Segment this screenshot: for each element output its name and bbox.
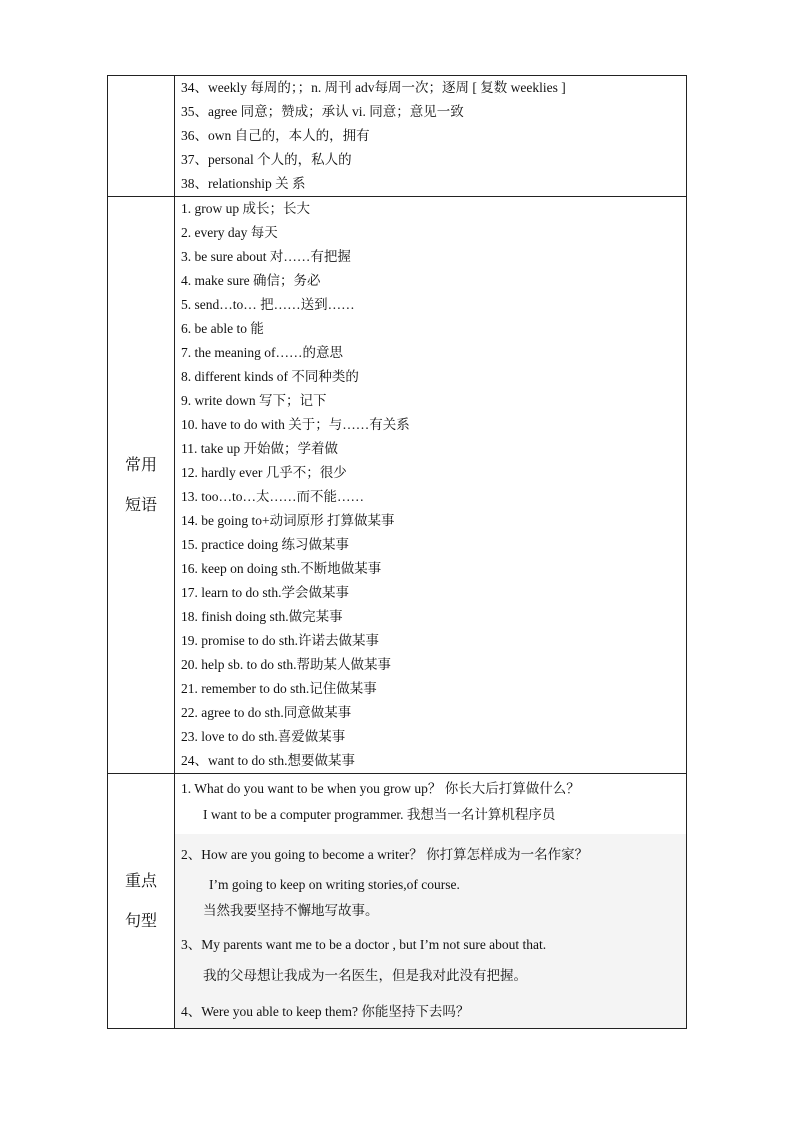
- vocab-line: 36、own 自己的，本人的，拥有: [181, 128, 370, 143]
- vocab-line: 37、personal 个人的，私人的: [181, 152, 352, 167]
- vocab-label-cell: [108, 76, 175, 197]
- phrase-item: 5. send…to… 把……送到……: [181, 297, 355, 312]
- phrase-item: 2. every day 每天: [181, 225, 278, 240]
- vocab-row: [108, 76, 687, 197]
- sentence-4-question: 4、Were you able to keep them? 你能坚持下去吗？: [181, 1004, 470, 1019]
- phrases-label-line1: 常用: [124, 455, 157, 474]
- vocab-line: 38、relationship 关 系: [181, 176, 306, 191]
- phrase-item: 11. take up 开始做；学着做: [181, 441, 338, 456]
- phrase-item: 4. make sure 确信；务必: [181, 273, 321, 288]
- vocab-line: 35、agree 同意；赞成；承认 vi. 同意；意见一致: [181, 104, 464, 119]
- phrase-item: 6. be able to 能: [181, 321, 264, 336]
- phrase-item: 7. the meaning of……的意思: [181, 345, 343, 360]
- phrase-item: 1. grow up 成长；长大: [181, 201, 310, 216]
- phrase-item: 12. hardly ever 几乎不；很少: [181, 465, 347, 480]
- sentences-label-line2: 句型: [124, 911, 157, 930]
- phrases-label-line2: 短语: [124, 495, 157, 514]
- vocab-line: 34、weekly 每周的；；n. 周刊 adv每周一次；逐周 [ 复数 weeklies ]: [181, 80, 566, 95]
- phrase-item: 19. promise to do sth.许诺去做某事: [181, 633, 379, 648]
- sentence-3-question: 3、My parents want me to be a doctor , but I’m not sure about that.: [181, 937, 547, 952]
- vocab-content-cell: [175, 76, 687, 197]
- phrase-item: 15. practice doing 练习做某事: [181, 537, 349, 552]
- phrase-item: 20. help sb. to do sth.帮助某人做某事: [181, 657, 392, 672]
- phrase-item: 9. write down 写下；记下: [181, 393, 327, 408]
- sentences-label-line1: 重点: [124, 871, 157, 890]
- sentences-row: [108, 774, 687, 1029]
- phrases-content-cell: [175, 197, 687, 774]
- phrase-item: 3. be sure about 对……有把握: [181, 249, 351, 264]
- phrase-item: 18. finish doing sth.做完某事: [181, 609, 343, 624]
- phrase-item: 10. have to do with 关于；与……有关系: [181, 417, 410, 432]
- sentence-1-question: 1. What do you want to be when you grow up？ 你长大后打算做什么？: [181, 781, 580, 796]
- phrase-item: 8. different kinds of 不同种类的: [181, 369, 359, 384]
- sentence-1-answer: I want to be a computer programmer. 我想当一名计算机程序员: [203, 807, 556, 822]
- phrase-item: 24、want to do sth.想要做某事: [181, 753, 355, 768]
- sentences-content-cell: [175, 774, 687, 1029]
- phrases-row: [108, 197, 687, 774]
- phrases-label-cell: [108, 197, 175, 774]
- sentence-2-question: 2、How are you going to become a writer？ 你打算怎样成为一名作家？: [181, 847, 589, 862]
- study-notes-table: [107, 75, 687, 1029]
- phrase-item: 21. remember to do sth.记住做某事: [181, 681, 377, 696]
- phrase-item: 13. too…to…太……而不能……: [181, 489, 365, 504]
- sentence-2-chinese: 当然我要坚持不懈地写故事。: [203, 903, 379, 918]
- phrase-item: 14. be going to+动词原形 打算做某事: [181, 513, 395, 528]
- phrase-item: 22. agree to do sth.同意做某事: [181, 705, 352, 720]
- sentence-3-chinese: 我的父母想让我成为一名医生，但是我对此没有把握。: [203, 968, 527, 983]
- sentences-label-cell: [108, 774, 175, 1029]
- phrase-item: 17. learn to do sth.学会做某事: [181, 585, 349, 600]
- phrase-item: 16. keep on doing sth.不断地做某事: [181, 561, 382, 576]
- sentence-2-answer: I’m going to keep on writing stories,of course.: [209, 877, 460, 892]
- phrase-item: 23. love to do sth.喜爱做某事: [181, 729, 346, 744]
